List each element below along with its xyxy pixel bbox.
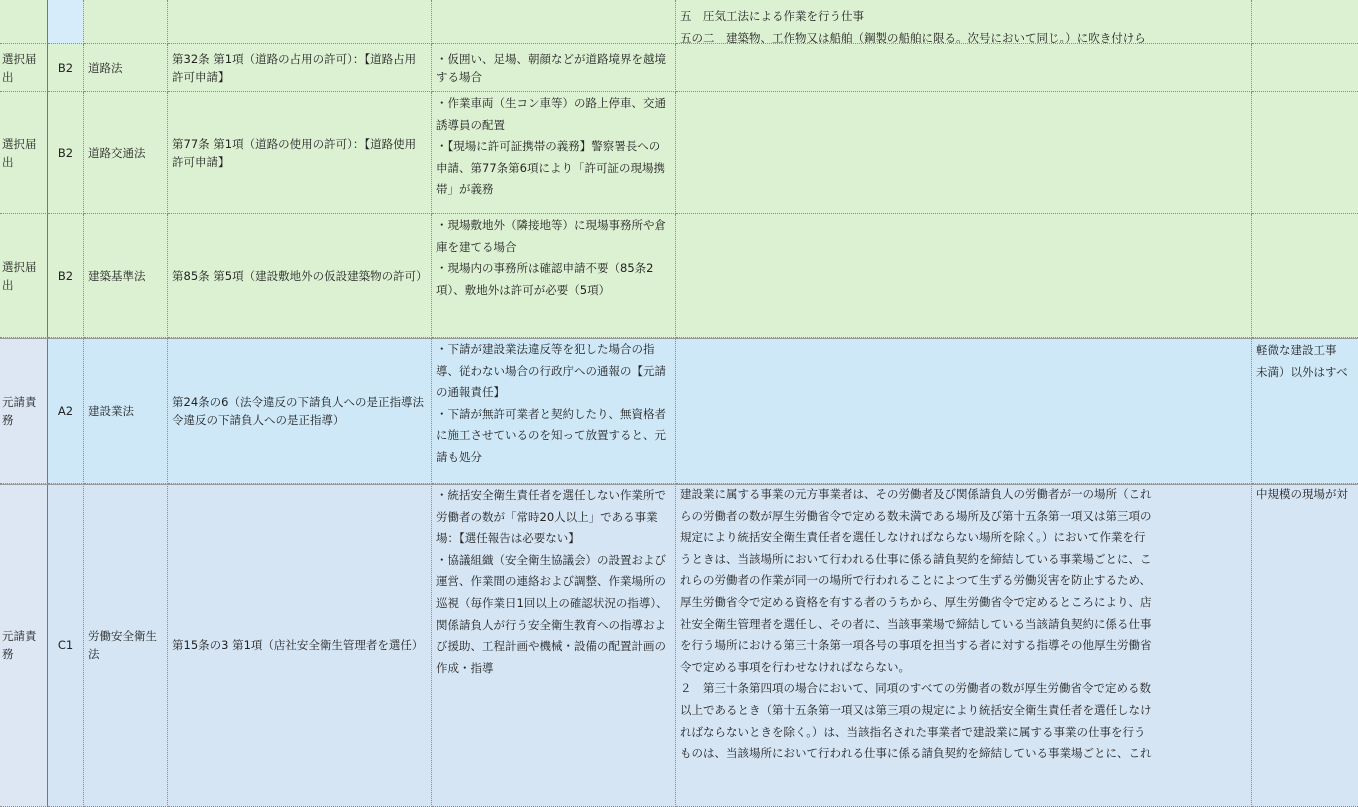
cell-extra[interactable] <box>1252 44 1358 92</box>
law-text-line: 厚生労働省令で定める資格を有する者のうちから、厚生労働省令で定めるところにより、店 <box>680 594 1152 609</box>
extra-line: 軽微な建設工事 <box>1256 343 1337 357</box>
cell-category[interactable]: 選択届出 <box>0 92 48 214</box>
cell-article[interactable]: 第32条 第1項（道路の占用の許可）：【道路占用許可申請】 <box>168 44 432 92</box>
cell-code[interactable] <box>48 0 84 44</box>
cell-law-text[interactable] <box>676 338 1252 484</box>
law-text-line: 五 圧気工法による作業を行う仕事 <box>680 9 864 23</box>
row-divider <box>0 484 1358 485</box>
cell-law-text[interactable] <box>676 214 1252 338</box>
cell-category[interactable] <box>0 0 48 44</box>
law-text-line: 社安全衛生管理者を選任し、その者に、当該事業場で締結している当該請負契約に係る仕事 <box>680 616 1152 631</box>
cell-category[interactable]: 選択届出 <box>0 214 48 338</box>
table-row <box>0 92 1358 214</box>
law-text-line: 規定により統括安全衛生責任者を選任しなければならない場所を除く。）において作業を行 <box>680 530 1146 545</box>
cell-code[interactable]: C1 <box>48 484 84 807</box>
law-text-line: ２ 第三十条第四項の場合において、同項のすべての労働者の数が厚生労働省令で定める数 <box>680 681 1152 696</box>
cell-extra[interactable] <box>1252 0 1358 44</box>
cell-notes[interactable]: ・統括安全衛生責任者を選任しない作業所で労働者の数が「常時20人以上」である事業場：【選任報告は必要ない】 ・協議組織（安全衛生協議会）の設置および運営、作業間の連絡および調整、作業場所の巡視（毎作業日1回以上の確認状況の指導）、関係請負人が行う安全衛生教育への指導および援助、工程計画や機械・設備の配置計画の作成・指導 <box>432 484 676 807</box>
table-row <box>0 484 1358 807</box>
cell-law[interactable]: 道路交通法 <box>84 92 168 214</box>
cell-article[interactable] <box>168 0 432 44</box>
table-row <box>0 338 1358 484</box>
law-text-line: ればならないときを除く。）は、当該指名された事業者で建設業に属する事業の仕事を行う <box>680 724 1146 739</box>
cell-code[interactable]: A2 <box>48 338 84 484</box>
cell-article[interactable]: 第85条 第5項（建設敷地外の仮設建築物の許可） <box>168 214 432 338</box>
law-text-line: 五の二 建築物、工作物又は船舶（鋼製の船舶に限る。次号において同じ。）に吹き付けら <box>680 30 1146 44</box>
cell-law-text[interactable] <box>676 0 1252 44</box>
cell-extra[interactable] <box>1252 214 1358 338</box>
extra-line: 中規模の現場が対 <box>1256 487 1348 501</box>
cell-article[interactable]: 第24条の6（法令違反の下請負人への是正指導法令違反の下請負人への是正指導） <box>168 338 432 484</box>
law-text-line: れらの労働者の作業が同一の場所で行われることによつて生ずる労働災害を防止するため、 <box>680 573 1152 588</box>
cell-extra[interactable] <box>1252 92 1358 214</box>
cell-code[interactable]: B2 <box>48 92 84 214</box>
cell-code[interactable]: B2 <box>48 44 84 92</box>
law-text-line: らの労働者の数が厚生労働省令で定める数未満である場所及び第十五条第一項又は第三項の <box>680 508 1152 523</box>
law-text-line: 令で定める事項を行わせなければならない。 <box>680 659 910 674</box>
cell-article[interactable]: 第15条の3 第1項（店社安全衛生管理者を選任） <box>168 484 432 807</box>
law-text-line: ものは、当該場所において行われる仕事に係る請負契約を締結している事業場ごとに、これ <box>680 746 1152 761</box>
law-text-line: 以上であるとき（第十五条第一項又は第三項の規定により統括安全衛生責任者を選任しなけ <box>680 702 1152 717</box>
cell-category[interactable]: 元請責務 <box>0 484 48 807</box>
law-text-line: を行う場所における第三十条第一項各号の事項を担当する者に対する指導その他厚生労働省 <box>680 638 1152 653</box>
law-text-line: 建設業に属する事業の元方事業者は、その労働者及び関係請負人の労働者が一の場所（これ <box>680 487 1152 501</box>
law-text-line: うときは、当該場所において行われる仕事に係る請負契約を締結している事業場ごとに、こ <box>680 551 1152 566</box>
row-divider <box>0 338 1358 339</box>
cell-notes[interactable]: ・仮囲い、足場、朝顔などが道路境界を越境する場合 <box>432 44 676 92</box>
cell-law-text[interactable] <box>676 484 1252 807</box>
cell-notes[interactable] <box>432 0 676 44</box>
cell-law[interactable] <box>84 0 168 44</box>
cell-law-text[interactable] <box>676 92 1252 214</box>
extra-line: 未満）以外はすべ <box>1256 364 1348 379</box>
cell-law[interactable]: 建設業法 <box>84 338 168 484</box>
cell-law[interactable]: 労働安全衛生法 <box>84 484 168 807</box>
cell-extra[interactable] <box>1252 484 1358 807</box>
table-row <box>0 0 1358 44</box>
cell-code[interactable]: B2 <box>48 214 84 338</box>
cell-notes[interactable]: ・作業車両（生コン車等）の路上停車、交通誘導員の配置 ・【現場に許可証携帯の義務】警察署長への申請、第77条第6項により「許可証の現場携帯」が義務 <box>432 92 676 214</box>
cell-notes[interactable]: ・下請が建設業法違反等を犯した場合の指導、従わない場合の行政庁への通報の【元請の通報責任】 ・下請が無許可業者と契約したり、無資格者に施工させているのを知って放置すると、元請も処分 <box>432 338 676 484</box>
cell-law-text[interactable] <box>676 44 1252 92</box>
cell-law[interactable]: 道路法 <box>84 44 168 92</box>
cell-category[interactable]: 選択届出 <box>0 44 48 92</box>
cell-law[interactable]: 建築基準法 <box>84 214 168 338</box>
table-row <box>0 44 1358 92</box>
cell-article[interactable]: 第77条 第1項（道路の使用の許可）：【道路使用許可申請】 <box>168 92 432 214</box>
table-row <box>0 214 1358 338</box>
cell-notes[interactable]: ・現場敷地外（隣接地等）に現場事務所や倉庫を建てる場合 ・現場内の事務所は確認申請不要（85条2項）、敷地外は許可が必要（5項） <box>432 214 676 338</box>
cell-category[interactable]: 元請責務 <box>0 338 48 484</box>
cell-extra[interactable] <box>1252 338 1358 484</box>
